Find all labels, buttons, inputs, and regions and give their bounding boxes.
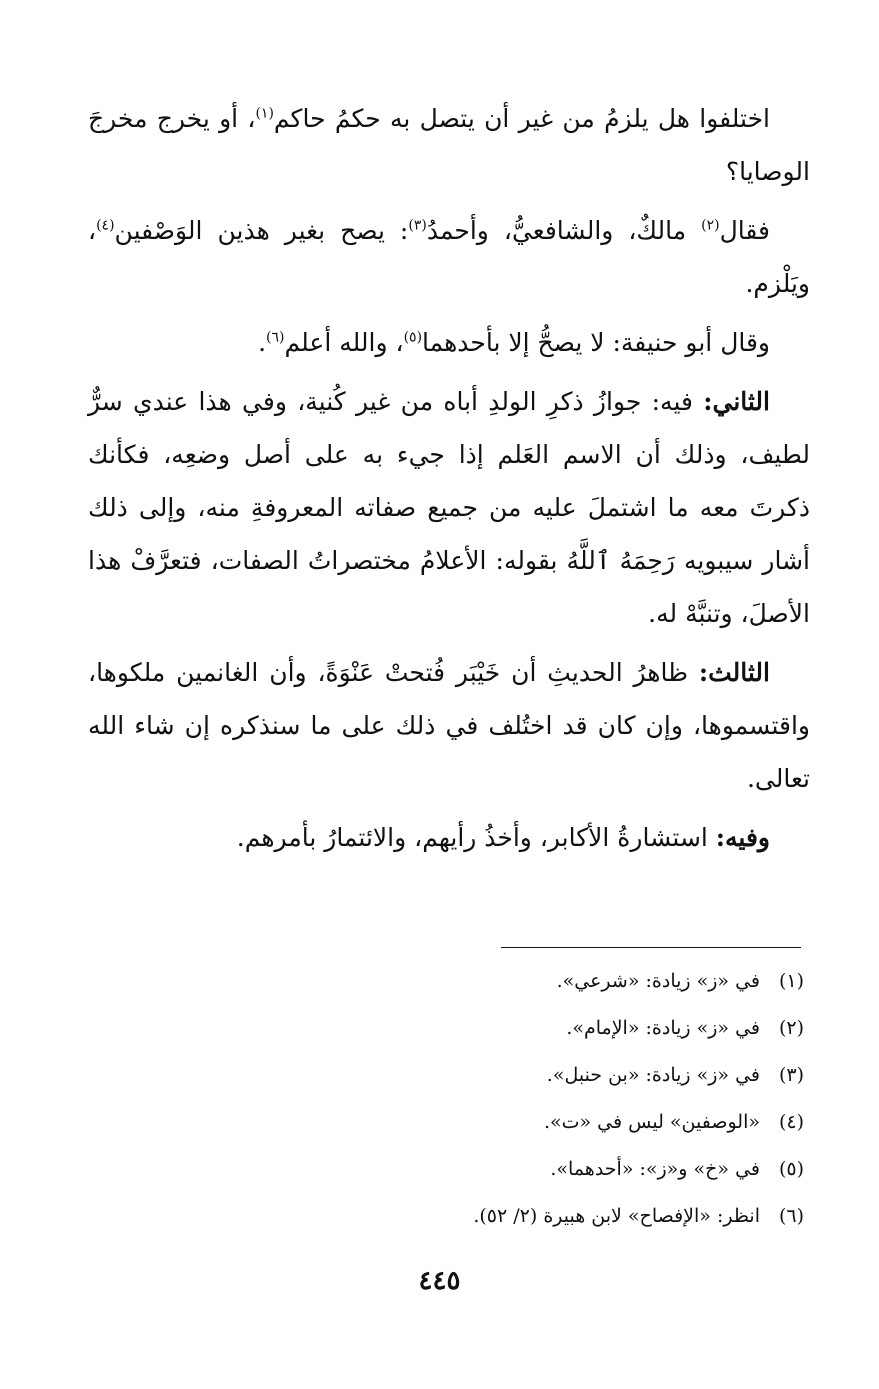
- footnote-item: [104, 1193, 804, 1240]
- paragraph-segment: ظاهرُ الحديثِ أن خَيْبَر فُتحتْ عَنْوَةً، وأن الغانمين ملكوها، واقتسموها، وإن كان قد اختُلف في ذلك على ما سنذكره إن شاء الله تعالى.: [88, 658, 810, 793]
- paragraph: [88, 204, 810, 310]
- footnote-item: [104, 1146, 804, 1193]
- footnote-text: في «ز» زيادة: «الإمام».: [566, 1017, 760, 1039]
- footnote-number: (٣): [778, 1064, 804, 1086]
- footnote-number: (٤): [778, 1111, 804, 1133]
- footnote-text: في «خ» و«ز»: «أحدهما».: [550, 1158, 760, 1180]
- paragraph-segment: مالكٌ، والشافعيُّ، وأحمدُ: [426, 216, 702, 245]
- footnote-text: في «ز» زيادة: «شرعي».: [556, 970, 760, 992]
- footnote-ref[interactable]: (٣): [408, 217, 427, 234]
- footnote-ref[interactable]: (٥): [403, 329, 423, 346]
- footnote-ref[interactable]: (٦): [266, 329, 285, 346]
- section-label: الثالث:: [698, 658, 770, 687]
- section-label: وفيه:: [715, 823, 770, 852]
- paragraph: [88, 811, 810, 864]
- paragraph-segment: .: [258, 328, 267, 357]
- footnote-number: (٥): [778, 1158, 804, 1180]
- paragraph-segment: ، ويَلْزم.: [88, 216, 810, 298]
- footnote-ref[interactable]: (١): [255, 105, 274, 122]
- footnote-ref[interactable]: (٢): [701, 217, 720, 234]
- paragraph: [88, 92, 810, 198]
- paragraph-segment: فيه: جوازُ ذكرِ الولدِ أباه من غير كُنية، وفي هذا عندي سرٌّ لطيف، وذلك أن الاسم العَلم إذا جيء به على أصل وضعِه، فكأنك ذكرتَ معه ما اشتملَ عليه من جميع صفاته المعروفةِ منه، وإلى ذلك أشار سيبويه رَحِمَهُ ٱللَّهُ بقوله: الأعلامُ مختصراتُ الصفات، فتعرَّفْ هذا الأصلَ، وتنبَّهْ له.: [88, 387, 810, 628]
- footnote-number: (١): [778, 970, 804, 992]
- page-number: ٤٤٥: [418, 1266, 461, 1296]
- paragraph-segment: ، والله أعلم: [284, 328, 404, 357]
- paragraph-segment: : يصح بغير هذين الوَصْفين: [114, 216, 409, 245]
- footnote-text: انظر: «الإفصاح» لابن هبيرة (٢/ ٥٢).: [473, 1205, 760, 1227]
- paragraph-segment: استشارةُ الأكابر، وأخذُ رأيهم، والائتمارُ بأمرهم.: [236, 823, 716, 852]
- main-text: [88, 92, 810, 870]
- paragraph-segment: ، أو يخرج مخرجَ الوصايا؟: [88, 104, 810, 186]
- footnote-number: (٢): [778, 1017, 804, 1039]
- footnote-text: في «ز» زيادة: «بن حنبل».: [546, 1064, 760, 1086]
- footnotes-list: [104, 958, 804, 1240]
- paragraph-segment: اختلفوا هل يلزمُ من غير أن يتصل به حكمُ حاكم: [273, 104, 771, 133]
- paragraph: [88, 646, 810, 805]
- paragraph: [88, 316, 810, 369]
- footnote-divider: [501, 947, 801, 948]
- paragraph-segment: وقال أبو حنيفة: لا يصحُّ إلا بأحدهما: [422, 328, 770, 357]
- footnote-text: «الوصفين» ليس في «ت».: [543, 1111, 760, 1133]
- footnote-item: [104, 1005, 804, 1052]
- footnote-item: [104, 1099, 804, 1146]
- footnote-item: [104, 1052, 804, 1099]
- paragraph-segment: فقال: [719, 216, 770, 245]
- footnote-item: [104, 958, 804, 1005]
- section-label: الثاني:: [703, 387, 770, 416]
- footnote-number: (٦): [778, 1205, 804, 1227]
- footnote-ref[interactable]: (٤): [96, 217, 115, 234]
- paragraph: [88, 375, 810, 640]
